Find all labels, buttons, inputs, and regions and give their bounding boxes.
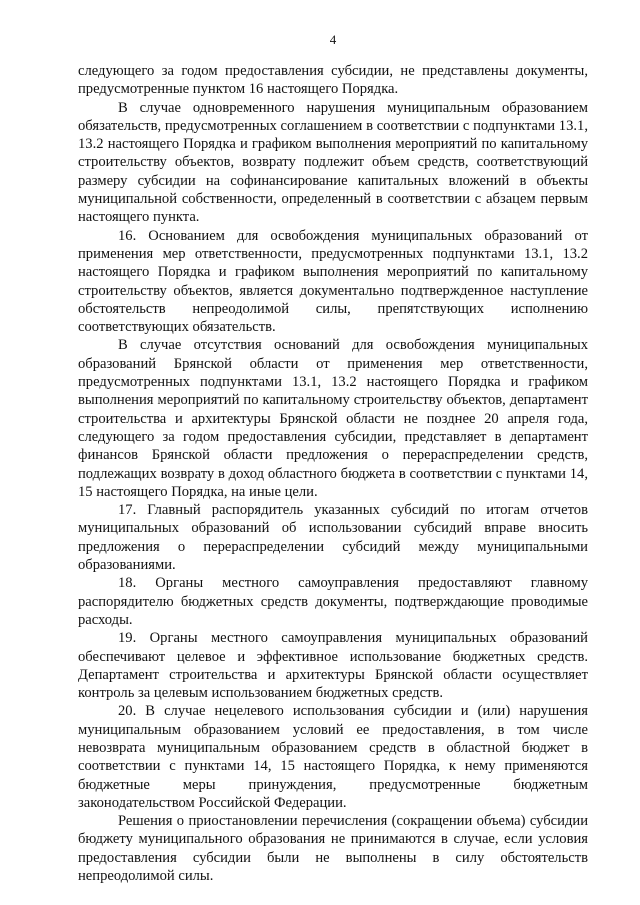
paragraph-16: 16. Основанием для освобождения муниципальных образований от применения мер ответственности, предусмотренных подпунктами 13.1, 13.2 настоящего Порядка и графиком выполнения мероприятий по капитальному строительству объектов, является документально подтвержденное наступление обстоятельств непреодолимой силы, препятствующих исполнению соответствующих обязательств. — [78, 227, 588, 336]
paragraph-no-grounds: В случае отсутствия оснований для освобождения муниципальных образований Брянской области от применения мер ответственности, предусмотренных подпунктами 13.1, 13.2 настоящего Порядка и графиком выполнения мероприятий по капитальному строительству объектов, департамент строительства и архитектуры Брянской области не позднее 20 апреля года, следующего за годом предоставления субсидии, представляет в департамент финансов Брянской области предложения о перераспределении средств, подлежащих возврату в доход областного бюджета в соответствии с пунктами 14, 15 настоящего Порядка, на иные цели. — [78, 337, 588, 500]
paragraph-suspension-decisions: Решения о приостановлении перечисления (сокращении объема) субсидии бюджету муниципального образования не принимаются в случае, если условия предоставления субсидии были не выполнены в силу обстоятельств непреодолимой силы. — [78, 813, 588, 885]
paragraph-19: 19. Органы местного самоуправления муниципальных образований обеспечивают целевое и эффективное использование бюджетных средств. Департамент строительства и архитектуры Брянской области осуществляет контроль за целевым использованием бюджетных средств. — [78, 630, 588, 702]
page-number: 4 — [329, 32, 337, 47]
paragraph-18: 18. Органы местного самоуправления предоставляют главному распорядителю бюджетных средств документы, подтверждающие проводимые расходы. — [78, 575, 588, 628]
document-body — [78, 62, 588, 885]
paragraph-17: 17. Главный распорядитель указанных субсидий по итогам отчетов муниципальных образований об использовании субсидий вправе вносить предложения о перераспределении субсидий между муниципальными образованиями. — [78, 502, 588, 574]
paragraph-simultaneous-violation: В случае одновременного нарушения муниципальным образованием обязательств, предусмотренных соглашением в соответствии с подпунктами 13.1, 13.2 настоящего Порядка и графиком выполнения мероприятий по капитальному строительству объектов, возврату подлежит объем средств, соответствующий размеру субсидии на софинансирование капитальных вложений в объекты муниципальной собственности, определенный в соответствии с абзацем первым настоящего пункта. — [78, 99, 588, 226]
paragraph-20: 20. В случае нецелевого использования субсидии и (или) нарушения муниципальным образованием условий ее предоставления, в том числе невозврата муниципальным образованием средств в областной бюджет в соответствии с пунктами 14, 15 настоящего Порядка, к нему применяются бюджетные меры принуждения, предусмотренные бюджетным законодательством Российской Федерации. — [78, 703, 588, 811]
paragraph-continuation: следующего за годом предоставления субсидии, не представлены документы, предусмотренные пунктом 16 настоящего Порядка. — [78, 63, 588, 98]
